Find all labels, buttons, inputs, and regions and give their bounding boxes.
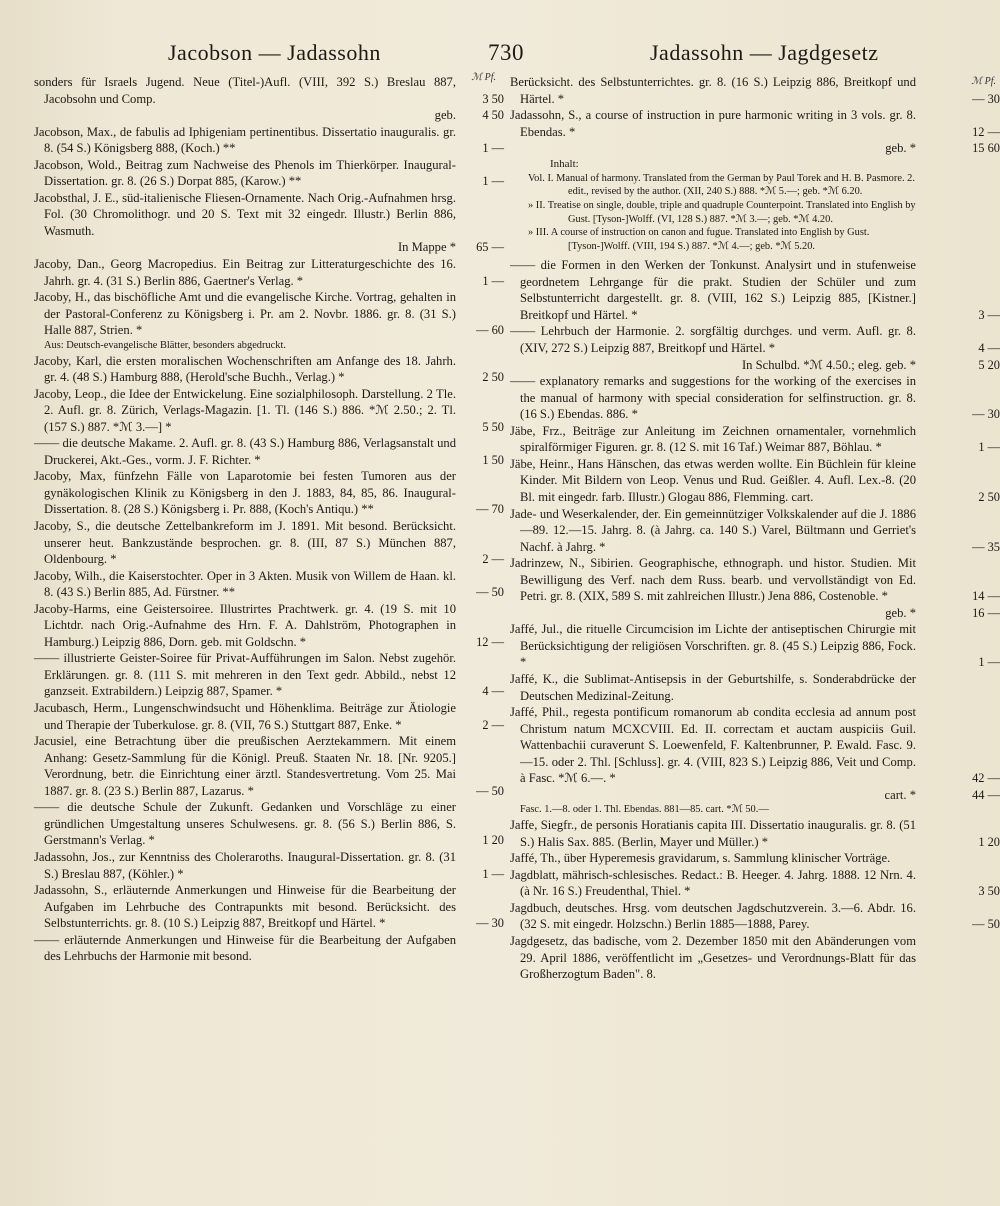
catalog-entry	[34, 650, 504, 700]
catalog-entry	[34, 435, 504, 468]
entry-price: 4 —	[482, 684, 504, 699]
right-column	[510, 74, 1000, 983]
entry-price: — 30	[972, 91, 1000, 106]
catalog-entry	[510, 373, 1000, 423]
entry-text: Jaffe, Siegfr., de personis Horatianis capita III. Dissertatio inauguralis. gr. 8. (51 S.) Halis Sax. 885. (Berlin, Mayer und Müller.) *	[510, 818, 916, 849]
catalog-entry	[34, 353, 504, 386]
catalog-entry	[510, 140, 1000, 157]
entry-text: Jaffé, K., die Sublimat-Antisepsis in der Geburtshilfe, s. Sonderabdrücke der Deutschen Medizinal-Zeitung.	[510, 671, 916, 703]
entry-price: 65 —	[476, 240, 504, 255]
entry-price: 3 50	[978, 884, 1000, 899]
entry-text: Aus: Deutsch-evangelische Blätter, besonders abgedruckt.	[44, 339, 286, 351]
left-entry-list	[34, 74, 504, 965]
entry-text: Jacoby, Karl, die ersten moralischen Wochenschriften am Anfange des 18. Jahrh. gr. 4. (48 S.) Hamburg 888, (Herold'sche Buchh., Verlag.) *	[34, 353, 456, 385]
entry-price: 1 —	[482, 866, 504, 881]
catalog-entry	[510, 357, 1000, 374]
entry-text: Jacusiel, eine Betrachtung über die preußischen Aerztekammern. Mit einem Anhang: Gesetz-Sammlung für die Königl. Preuß. Staaten Nr. 18. [Nr. 9205.] Verordnung, betr. die Einrichtung einer ärztl. Standesvertretung. Vom 25. Mai 1887. gr. 8. (23 S.) Berlin 887, Lazarus. *	[34, 734, 456, 798]
entry-price: 12 —	[476, 634, 504, 649]
entry-price: 15 60	[972, 141, 1000, 156]
entry-text: —— Lehrbuch der Harmonie. 2. sorgfältig durchges. und verm. Aufl. gr. 8. (XIV, 272 S.) Leipzig 887, Breitkopf und Härtel. *	[510, 324, 916, 356]
entry-price: — 50	[476, 783, 504, 798]
entry-text: Jacoby, H., das bischöfliche Amt und die evangelische Kirche. Vortrag, gehalten in der Pastoral-Conferenz zu Königsberg i. Pr. am 2. Novbr. 1886. gr. 8. (31 S.) Halle 887, Strien. *	[34, 290, 456, 338]
catalog-entry	[34, 700, 504, 733]
entry-text: Jacobson, Wold., Beitrag zum Nachweise des Phenols im Thierkörper. Inaugural-Dissertation. gr. 8. (26 S.) Dorpat 885, (Karow.) **	[34, 157, 456, 189]
entry-text: Jagdgesetz, das badische, vom 2. Dezember 1850 mit den Abänderungen vom 29. April 1886, veröffentlicht im „Gesetzes- und Verordnungs-Blatt für das Großherzogtum Baden". 8.	[510, 933, 916, 982]
running-head-right: Jadassohn — Jagdgesetz	[650, 40, 879, 65]
entry-price: 2 —	[482, 717, 504, 732]
catalog-entry	[34, 882, 504, 932]
entry-price: — 35	[972, 539, 1000, 554]
entry-text: —— illustrierte Geister-Soiree für Privat-Aufführungen im Salon. Nebst zugehör. Erklärungen. gr. 8. (111 S. mit mehreren in den Text gedr. Abbild., nebst 12 ganzseit. Extrabildern.) Leipzig 887, Spamer. *	[34, 651, 456, 699]
running-head	[0, 40, 1000, 74]
entry-price: 3 50	[482, 91, 504, 106]
entry-text: Jadassohn, Jos., zur Kenntniss des Choleraroths. Inaugural-Dissertation. gr. 8. (31 S.) Breslau 887, (Köhler.) *	[34, 849, 456, 881]
catalog-entry	[510, 456, 1000, 506]
catalog-entry	[34, 468, 504, 518]
contents-item: » II. Treatise on single, double, triple and quadruple Counterpoint. Translated into English by Gust. [Tyson-]Wolff. (VI, 128 S.) 887. *ℳ 3.—; geb. *ℳ 4.20.	[528, 199, 916, 225]
catalog-entry	[510, 621, 1000, 671]
entry-price: 5 50	[482, 419, 504, 434]
entry-price: 5 20	[978, 357, 1000, 372]
entry-text: Jacoby, Max, fünfzehn Fälle von Laparotomie bei festen Tumoren aus der gynäkologischen Klinik zu Königsberg in den J. 1883, 84, 85, 86. Inaugural-Dissertation. 8. (28 S.) Königsberg i. Pr. 888, (Koch's Antiqu.) **	[34, 469, 456, 517]
entry-text: Jäbe, Frz., Beiträge zur Anleitung im Zeichnen ornamentaler, vornehmlich spiralförmiger Figuren. gr. 8. (12 S. mit 16 Taf.) Weimar 887, Böhlau. *	[510, 423, 916, 455]
catalog-entry	[510, 867, 1000, 900]
entry-text: geb. *	[885, 605, 916, 620]
catalog-entry	[510, 555, 1000, 605]
entry-text: Jacubasch, Herm., Lungenschwindsucht und Höhenklima. Beiträge zur Ätiologie und Therapie der Tuberkulose. gr. 8. (VII, 76 S.) Stuttgart 887, Enke. *	[34, 701, 456, 732]
entry-text: Jadassohn, S., a course of instruction in pure harmonic writing in 3 vols. gr. 8. Ebendas. *	[510, 108, 916, 139]
catalog-entry	[34, 124, 504, 157]
catalog-entry	[34, 518, 504, 568]
catalog-entry	[34, 107, 504, 124]
entry-price: — 50	[972, 917, 1000, 932]
catalog-note: Fasc. 1.—8. oder 1. Thl. Ebendas. 881—85. cart. *ℳ 50.—	[520, 804, 769, 816]
catalog-entry	[510, 817, 1000, 850]
entry-price: 3 —	[978, 307, 1000, 322]
catalog-entry	[510, 107, 1000, 140]
entry-text: Jade- und Weserkalender, der. Ein gemeinnütziger Volkskalender auf die J. 1886—89. 12.—15. Jahrg. 8. (à Jahrg. ca. 140 S.) Varel, Bültmann und Gerriet's Nachf. à Jahrg. *	[510, 506, 916, 554]
page-number: 730	[488, 40, 524, 65]
entry-price: — 30	[476, 916, 504, 931]
entry-price: 44 —	[972, 787, 1000, 802]
catalog-entry	[510, 257, 1000, 323]
entry-text: sonders für Israels Jugend. Neue (Titel-)Aufl. (VIII, 392 S.) Breslau 887, Jacobsohn und Comp.	[34, 75, 456, 106]
entry-text: In Mappe *	[397, 240, 456, 255]
entry-text: —— die deutsche Schule der Zukunft. Gedanken und Vorschläge zu einer gründlichen Umgestaltung unseres Schulwesens. gr. 8. (56 S.) Berlin 886, S. Gerstmann's Verlag. *	[34, 800, 456, 848]
entry-price: 4 50	[482, 108, 504, 123]
entry-text: Jacoby, Wilh., die Kaiserstochter. Oper in 3 Akten. Musik von Willem de Haan. kl. 8. (43 S.) Berlin 885, Ad. Fürstner. **	[34, 568, 456, 600]
entry-price: 2 50	[978, 489, 1000, 504]
entry-price: 1 —	[482, 174, 504, 189]
catalog-entry	[34, 256, 504, 289]
catalog-entry	[34, 190, 504, 240]
entry-price: 1 —	[482, 141, 504, 156]
entry-text: Jadassohn, S., erläuternde Anmerkungen und Hinweise für die Bearbeitung der Aufgaben im Lehrbuche des Contrapunkts mit besond. Berücksicht. des Selbstunterrichts. gr. 8. (10 S.) Leipzig 887, Breitkopf und Härtel. *	[34, 883, 456, 931]
catalog-entry	[510, 323, 1000, 356]
catalog-entry	[510, 671, 966, 704]
entry-text: Jacoby, S., die deutsche Zettelbankreform im J. 1891. Mit besond. Berücksicht. unserer heut. Bankzustände besprochen. gr. 8. (III, 87 S.) München 887, Oldenbourg. *	[34, 519, 456, 567]
catalog-entry	[34, 849, 504, 882]
entry-price: 4 —	[978, 341, 1000, 356]
entry-text: Jaffé, Phil., regesta pontificum romanorum ab condita ecclesia ad annum post Christum natum MCXCVIII. Ed. II. correctam et auctam auspiciis Guil. Wattenbachii curaverunt S. Loewenfeld, F. Kaltenbrunner, P. Ewald. Fasc. 9.—15. oder 2. Thl. [Schluss]. gr. 4. (VIII, 823 S.) Leipzig 886, Veit und Comp. à Fasc. *ℳ 6.—. *	[510, 705, 916, 786]
entry-text: Jadrinzew, N., Sibirien. Geographische, ethnograph. und histor. Studien. Mit Bewilligung des Verf. nach dem Russ. bearb. und vervollständigt von Ed. Petri. gr. 8. (XIX, 589 S. mit zahlreichen Illustr.) Jena 886, Costenoble. *	[510, 556, 916, 604]
entry-text: geb.	[434, 108, 456, 123]
entry-price: — 70	[476, 502, 504, 517]
entry-text: Jacoby, Leop., die Idee der Entwickelung. Eine sozialphilosoph. Darstellung. 2 Tle. 2. Aufl. gr. 8. Zürich, Verlags-Magazin. [1. Tl. (146 S.) 886. *ℳ 2.50.; 2. Tl. (157 S.) 887. *ℳ 3.—] *	[34, 386, 456, 434]
entry-price: 42 —	[972, 771, 1000, 786]
entry-text: Jacobson, Max., de fabulis ad Iphigeniam pertinentibus. Dissertatio inauguralis. gr. 8. (54 S.) Königsberg 888, (Koch.) **	[34, 124, 456, 156]
contents-item: » III. A course of instruction on canon and fugue. Translated into English by Gust. [Tyson-]Wolff. (VIII, 194 S.) 887. *ℳ 4.—; geb. *ℳ 5.20.	[528, 227, 870, 252]
catalog-entry	[510, 704, 1000, 787]
entry-text: Berücksicht. des Selbstunterrichtes. gr. 8. (16 S.) Leipzig 886, Breitkopf und Härtel. *	[510, 75, 916, 106]
catalog-entry	[510, 900, 1000, 933]
entry-text: In Schulbd. *ℳ 4.50.; eleg. geb. *	[741, 357, 916, 372]
entry-price: 1 20	[482, 833, 504, 848]
contents-label: Inhalt:	[550, 157, 579, 170]
contents-item: Vol. I. Manual of harmony. Translated from the German by Paul Torek and H. B. Pasmore. 2. edit., revised by the author. (XII, 240 S.) 888. *ℳ 5.—; geb. *ℳ 6.20.	[528, 172, 915, 198]
entry-price: 14 —	[972, 589, 1000, 604]
entry-price: — 30	[972, 407, 1000, 422]
catalog-entry	[510, 787, 1000, 804]
entry-text: Jaffé, Th., über Hyperemesis gravidarum, s. Sammlung klinischer Vorträge.	[510, 851, 891, 866]
entry-text: Jäbe, Heinr., Hans Hänschen, das etwas werden wollte. Ein Büchlein für kleine Kinder. Mit Bildern von Leop. Venus und Rud. Geißler. 4. Aufl. Lex.-8. (20 Bl. mit eingedr. farb. Illustr.) Glogau 886, Flemming. cart.	[510, 456, 916, 504]
entry-text: —— die Formen in den Werken der Tonkunst. Analysirt und in stufenweise geordnetem Lehrgange für die prakt. Studien der Schüler und zum Selbstunterricht dargestellt. gr. 8. (VIII, 162 S.) Leipzig 885, [Kistner.] Breitkopf und Härtel. *	[510, 258, 916, 322]
entry-price: 16 —	[972, 605, 1000, 620]
catalog-entry	[34, 386, 504, 436]
catalog-entry	[510, 423, 1000, 456]
entry-text: Jagdbuch, deutsches. Hrsg. vom deutschen Jagdschutzverein. 3.—6. Abdr. 16. (32 S. mit eingedr. Holzschn.) Berlin 1885—1888, Parey.	[510, 900, 916, 932]
entry-text: —— die deutsche Makame. 2. Aufl. gr. 8. (43 S.) Hamburg 886, Verlagsanstalt und Druckerei, Akt.-Ges., vorm. J. F. Richter. *	[34, 436, 456, 467]
entry-text: —— erläuternde Anmerkungen und Hinweise für die Bearbeitung der Aufgaben des Lehrbuchs der Harmonie mit besond.	[34, 932, 456, 964]
entry-text: Jagdblatt, mährisch-schlesisches. Redact.: B. Heeger. 4. Jahrg. 1888. 12 Nrn. 4. (à Nr. 16 S.) Freudenthal, Thiel. *	[510, 867, 916, 899]
entry-text: Jacoby, Dan., Georg Macropedius. Ein Beitrag zur Litteraturgeschichte des 16. Jahrh. gr. 4. (31 S.) Berlin 886, Gaertner's Verlag. *	[34, 257, 456, 288]
catalog-entry	[34, 289, 504, 339]
catalog-note	[34, 339, 504, 353]
entry-price: 1 —	[978, 440, 1000, 455]
catalog-entry	[34, 568, 504, 601]
entry-price: 1 50	[482, 452, 504, 467]
entry-price: 1 20	[978, 834, 1000, 849]
entry-text: Jacoby-Harms, eine Geistersoiree. Illustrirtes Prachtwerk. gr. 4. (19 S. mit 10 Lichtdr. nach Orig.-Aufnahme des Hrn. F. A. Dahlström, Photographen in Hamburg.) Leipzig 886, Dorn. geb. mit Goldschn. *	[34, 601, 456, 649]
catalog-entry	[34, 601, 504, 651]
catalog-entry	[34, 239, 504, 256]
entry-price: — 50	[476, 585, 504, 600]
entry-text: geb. *	[885, 141, 916, 156]
catalog-entry	[34, 157, 504, 190]
entry-price: 12 —	[972, 124, 1000, 139]
catalog-entry	[510, 850, 966, 867]
currency-header-left: ℳ Pf.	[471, 72, 496, 83]
entry-price: 1 —	[978, 655, 1000, 670]
entry-price: 2 50	[482, 370, 504, 385]
catalog-entry	[510, 933, 966, 983]
entry-price: 1 —	[482, 273, 504, 288]
catalog-entry	[34, 74, 504, 107]
catalog-entry	[34, 733, 504, 799]
entry-text: Jacobsthal, J. E., süd-italienische Fliesen-Ornamente. Nach Orig.-Aufnahmen hrsg. Fol. (30 Chromolithogr. und 20 S. Text mit 32 eingedr. Illustr.) Berlin 886, Wasmuth.	[34, 190, 456, 238]
catalog-entry	[34, 799, 504, 849]
left-column	[34, 74, 504, 965]
entry-text: Jaffé, Jul., die rituelle Circumcision im Lichte der antiseptischen Chirurgie mit Berücksichtigung der religiösen Vorschriften. gr. 8. (45 S.) Leipzig 886, Fock. *	[510, 622, 916, 670]
catalog-entry	[34, 932, 504, 965]
running-head-left: Jacobson — Jadassohn	[168, 40, 381, 65]
entry-text: cart. *	[884, 787, 916, 802]
catalog-entry	[510, 605, 1000, 622]
catalog-entry	[510, 506, 1000, 556]
entry-price: 2 —	[482, 552, 504, 567]
entry-price: — 60	[476, 323, 504, 338]
entry-text: —— explanatory remarks and suggestions for the working of the exercises in the manual of harmony with special consideration for selfinstruction. gr. 8. (16 S.) Ebendas. 886. *	[510, 374, 916, 422]
currency-header-right: ℳ Pf.	[971, 76, 996, 87]
